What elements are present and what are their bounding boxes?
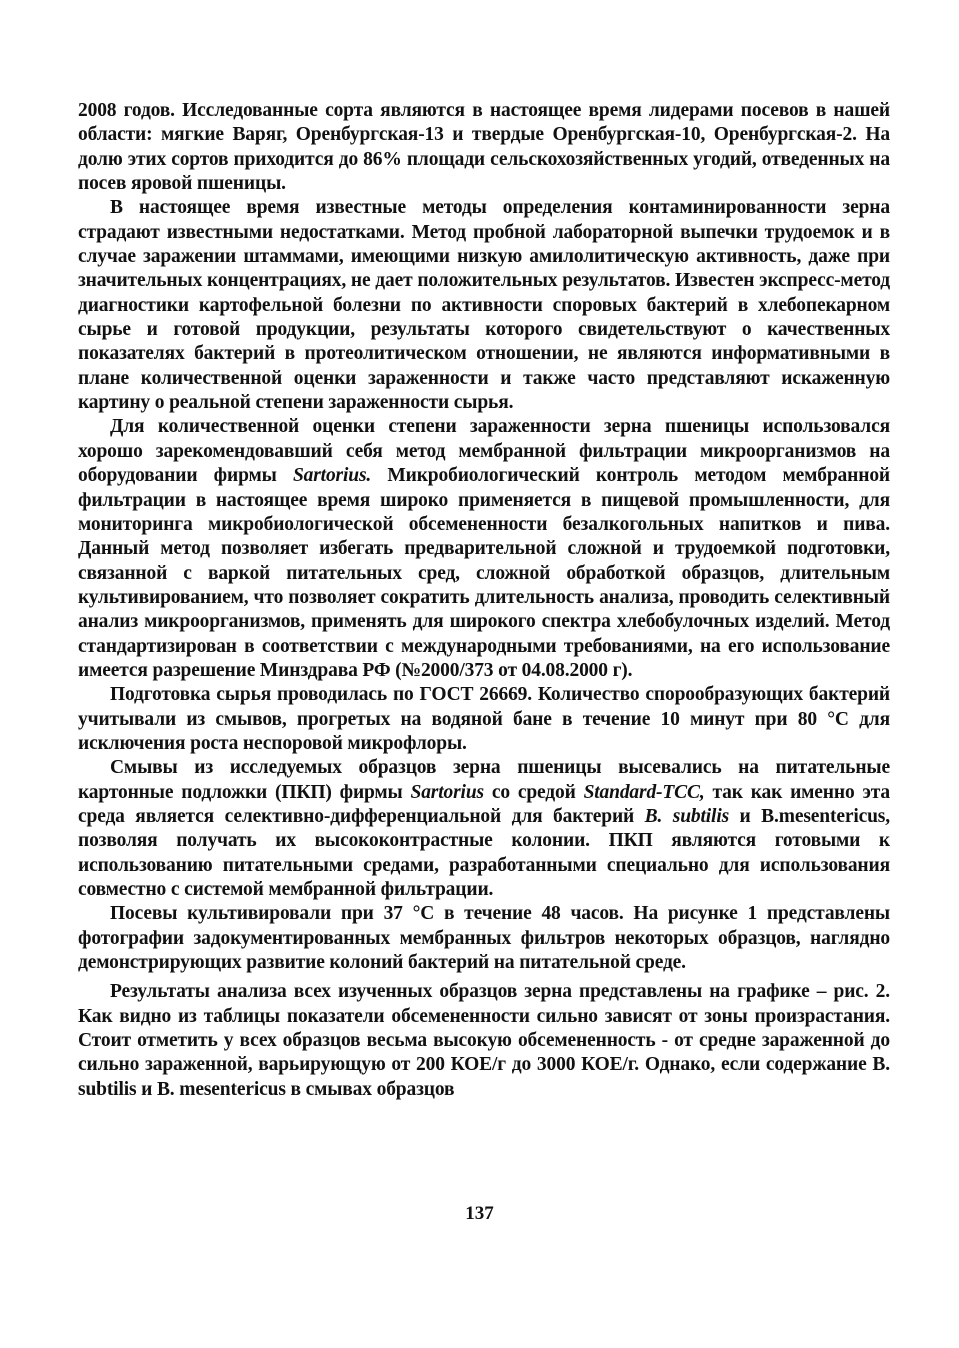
brand-sartorius-2: Sartorius [410,781,484,803]
paragraph-1: 2008 годов. Исследованные сорта являются в настоящее время лидерами посевов в нашей области: мягкие Варяг, Оренбургская-13 и твердые Оренбургская-10, Оренбургская-2. На долю этих сортов приходится до 86% площади сельскохозяйственных угодий, отведенных на посев яровой пшеницы. [78,100,890,195]
brand-sartorius: Sartorius. [292,465,372,487]
document-body [78,99,890,1102]
paragraph-5 [78,756,890,902]
paragraph-3-part-c: Микробиологический контроль методом мембранной фильтрации в настоящее время широко применяется в пищевой промышленности, для мониторинга микробиологической обсемененности безалкогольных напитков и пива. Данный метод позволяет избегать предварительной сложной и трудоемкой подготовки, связанной с варкой питательных сред, сложной обработкой образцов, длительным культивированием, что позволяет сократить длительность анализа, проводить селективный анализ микроорганизмов, применять для широкого спектра хлебобулочных изделий. Метод стандартизирован в соответствии с международными требованиями, на его использование имеется разрешение Минздрава РФ (№2000/373 от 04.08.2000 г). [78,465,891,681]
paragraph-5-part-c: со средой [483,781,584,803]
medium-standard-tcc: Standard-TCC, [583,781,705,803]
page-number: 137 [465,1203,494,1224]
species-b-subtilis: B. subtilis [644,805,730,827]
paragraph-6: Посевы культивировали при 37 °С в течение 48 часов. На рисунке 1 представлены фотографии задокументированных мембранных фильтров некоторых образцов, наглядно демонстрирующих развитие колоний бактерий на питательной среде. [78,903,890,974]
paragraph-5-part-e: так как именно эта среда является селективно-дифференциальной для бактерий [78,781,890,827]
paragraph-4: Подготовка сырья проводилась по ГОСТ 26669. Количество спорообразующих бактерий учитывали из смывов, прогретых на водяной бане в течение 10 минут при 80 °С для исключения роста неспоровой микрофлоры. [78,684,890,754]
paragraph-5-part-g: и B.mesentericus, позволяя получать их высококонтрастные колонии. ПКП являются готовыми к использованию питательными средами, разработанными специально для использования совместно с системой мембранной фильтрации. [78,805,890,900]
paragraph-3-part-a: Для количественной оценки степени зараженности зерна пшеницы использовался хорошо зарекомендовавший себя метод мембранной фильтрации микроорганизмов на оборудовании фирмы [78,416,890,487]
paragraph-3 [78,415,890,683]
paragraph-2: В настоящее время известные методы определения контаминированности зерна страдают известными недостатками. Метод пробной лабораторной выпечки трудоемок и в случае заражении штаммами, имеющими низкую амилолитическую активность, даже при значительных концентрациях, не дает положительных результатов. Известен экспресс-метод диагностики картофельной болезни по активности споровых бактерий в хлебопекарном сырье и готовой продукции, результаты которого свидетельствуют о качественных показателях бактерий в протеолитическом отношении, не являются информативными в плане количественной оценки зараженности и также часто представляют искаженную картину о реальной степени зараженности сырья. [78,197,890,414]
paragraph-7: Результаты анализа всех изученных образцов зерна представлены на графике – рис. 2. Как видно из таблицы показатели обсемененности сильно зависят от зоны произрастания. Стоит отметить у всех образцов весьма высокую обсемененность - от средне зараженной до сильно зараженной, варьирующую от 200 КОЕ/г до 3000 КОЕ/г. Однако, если содержание B. subtilis и B. mesentericus в смывах образцов [78,981,890,1100]
paragraph-5-part-a: Смывы из исследуемых образцов зерна пшеницы высевались на питательные картонные подложки (ПКП) фирмы [78,757,890,803]
